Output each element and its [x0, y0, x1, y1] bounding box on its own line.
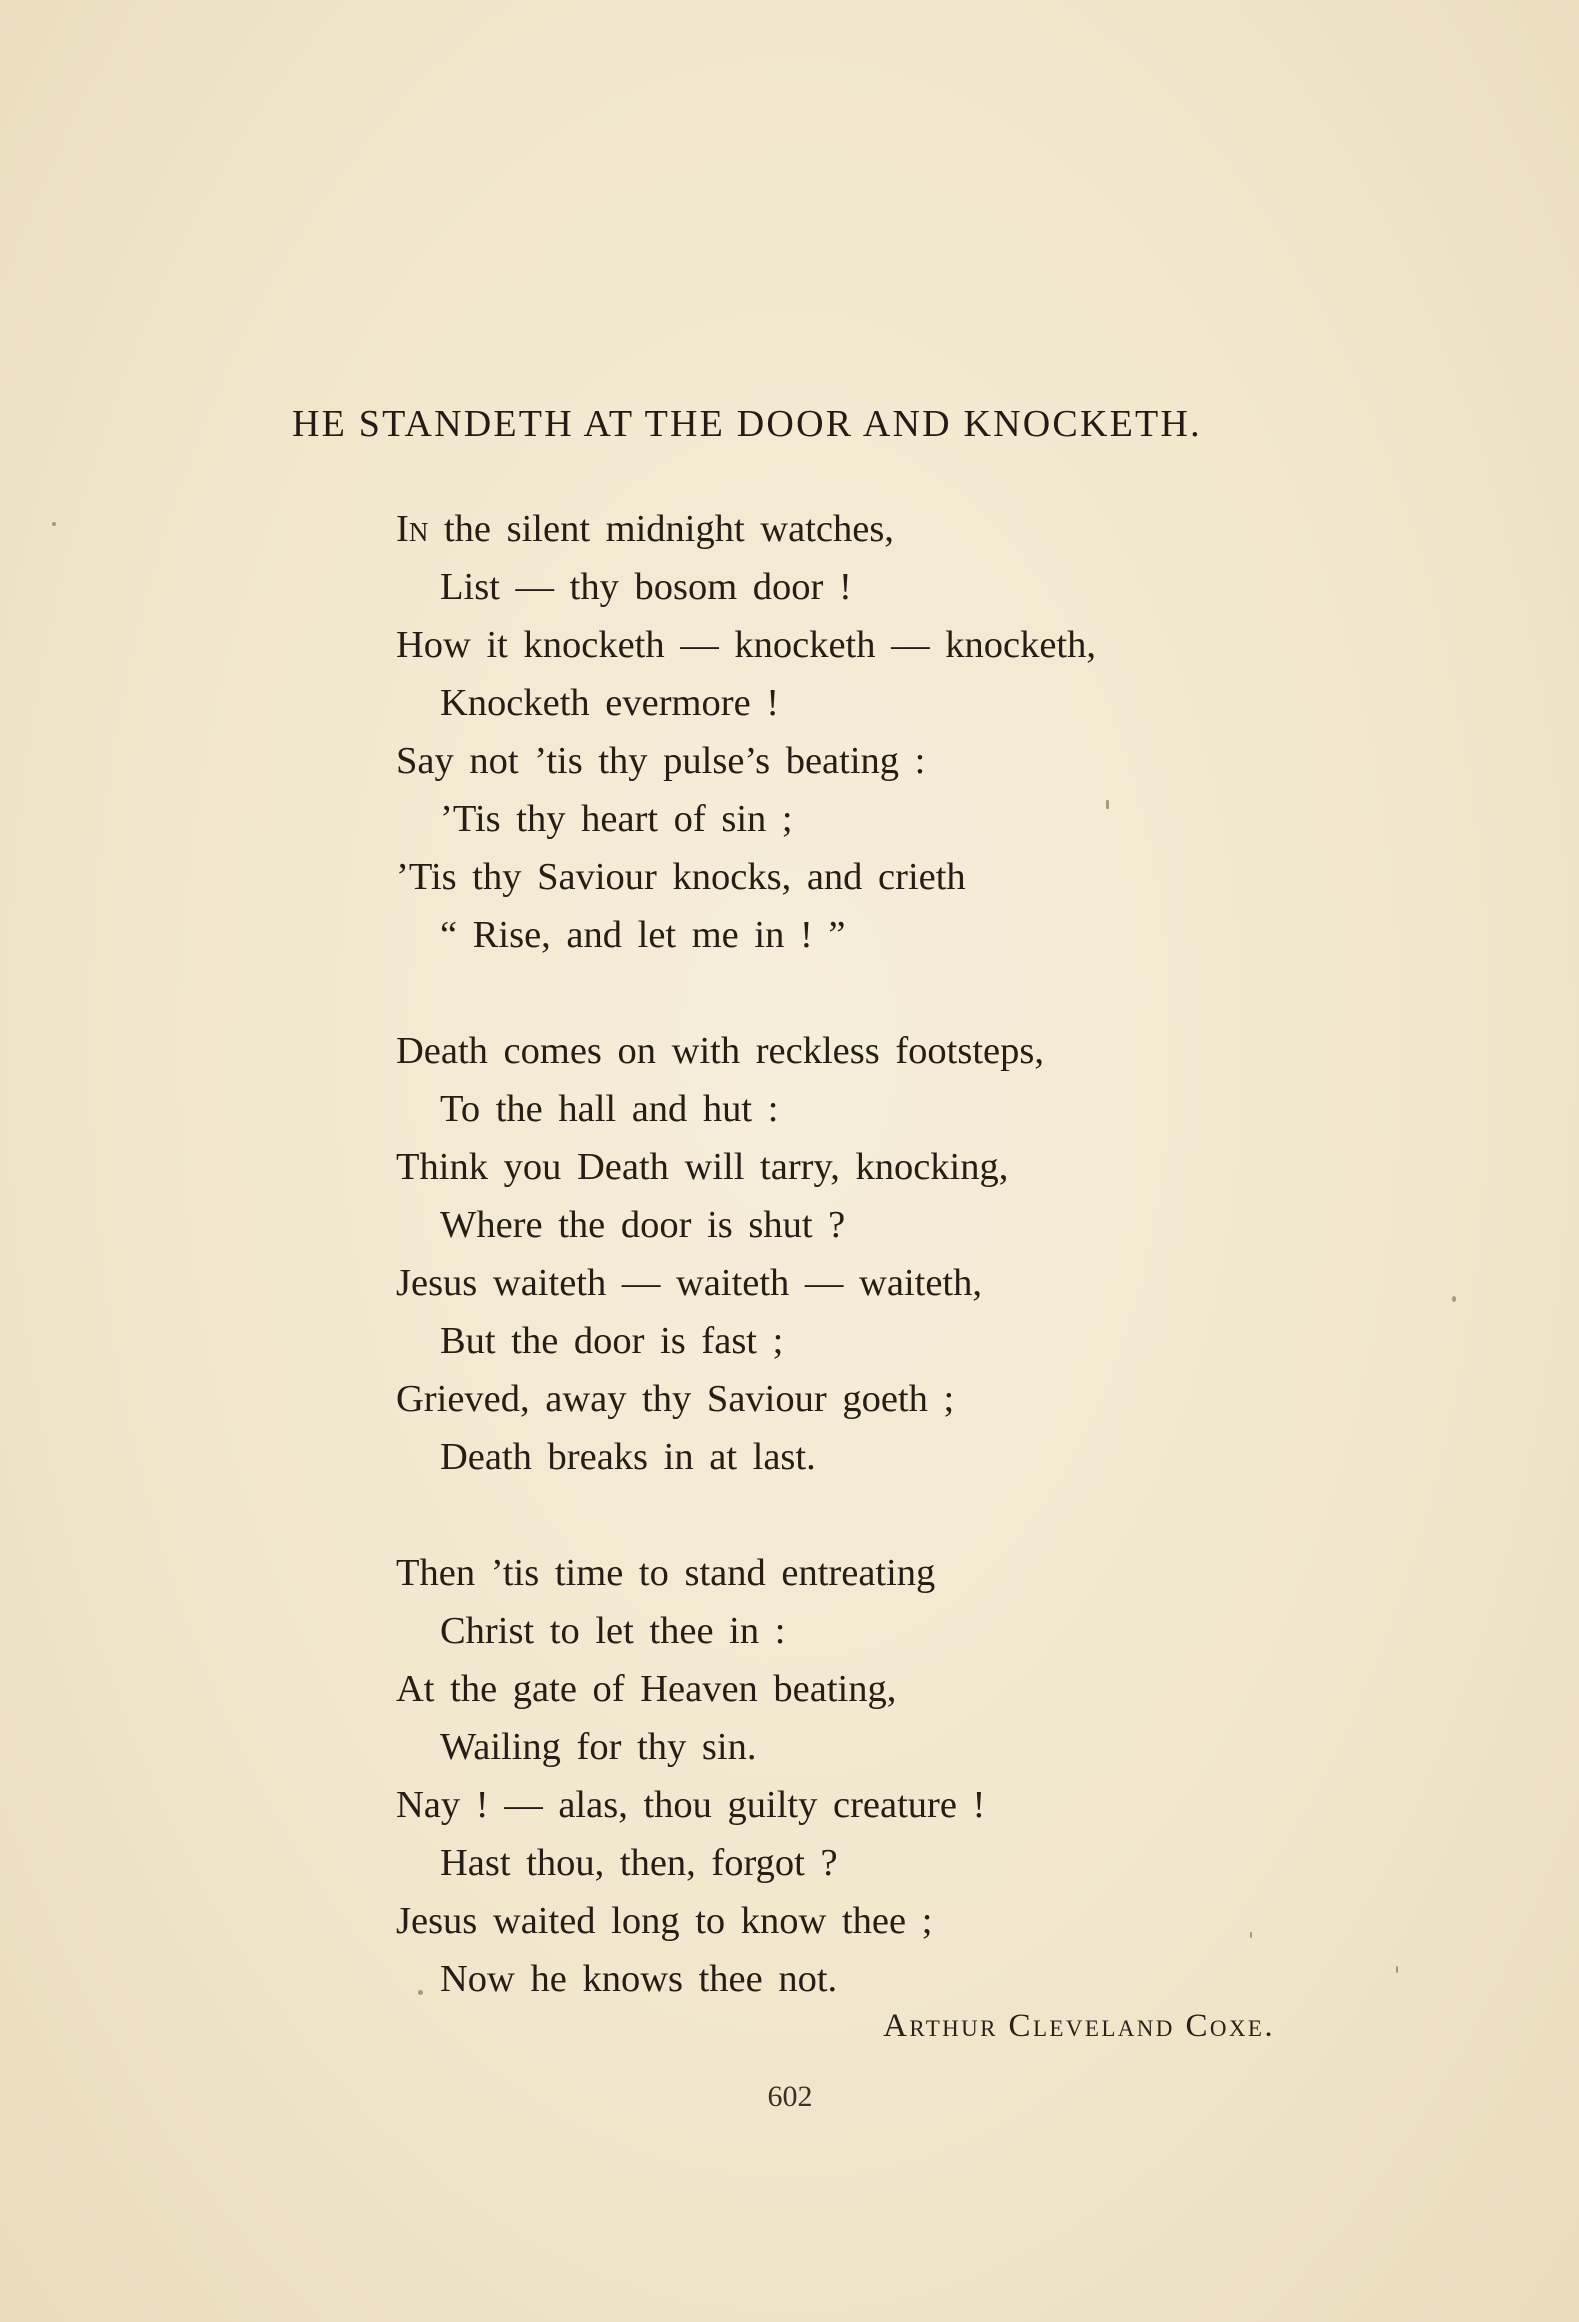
poem-line: “ Rise, and let me in ! ”: [440, 914, 846, 956]
poem-line: List — thy bosom door !: [440, 566, 852, 608]
poem-line: Death comes on with reckless footsteps,: [396, 1030, 1044, 1072]
poem-line: Think you Death will tarry, knocking,: [396, 1146, 1009, 1188]
stanza-1: [396, 500, 1296, 964]
poem-line: Knocketh evermore !: [440, 682, 780, 724]
poem-line: Where the door is shut ?: [440, 1204, 846, 1246]
paper-speck: [1106, 800, 1109, 809]
poem-body: [396, 500, 1296, 2008]
poem-line: Grieved, away thy Saviour goeth ;: [396, 1378, 955, 1420]
poem-line: Jesus waited long to know thee ;: [396, 1900, 933, 1942]
poem-line: Then ’tis time to stand entreating: [396, 1552, 936, 1594]
drop-word: In: [396, 508, 429, 550]
poem-line: Say not ’tis thy pulse’s beating :: [396, 740, 926, 782]
poem-line: Hast thou, then, forgot ?: [440, 1842, 838, 1884]
poem-line: To the hall and hut :: [440, 1088, 779, 1130]
paper-speck: [1396, 1966, 1398, 1973]
poem-line: Death breaks in at last.: [440, 1436, 816, 1478]
paper-speck: [1250, 1932, 1252, 1938]
author-credit: Arthur Cleveland Coxe.: [883, 2008, 1275, 2044]
poem-line: ’Tis thy heart of sin ;: [440, 798, 793, 840]
poem-line: Wailing for thy sin.: [440, 1726, 757, 1768]
paper-speck: [1452, 1296, 1456, 1302]
poem-line: ’Tis thy Saviour knocks, and crieth: [396, 856, 966, 898]
poem-title: HE STANDETH AT THE DOOR AND KNOCKETH.: [292, 403, 1202, 445]
poem-line: Nay ! — alas, thou guilty creature !: [396, 1784, 986, 1826]
stanza-2: [396, 1022, 1296, 1486]
poem-line: [396, 500, 1296, 558]
page-number: 602: [767, 2080, 813, 2113]
poem-line: How it knocketh — knocketh — knocketh,: [396, 624, 1096, 666]
stanza-3: [396, 1544, 1296, 2008]
poem-line: Now he knows thee not.: [440, 1958, 838, 2000]
poem-line: But the door is fast ;: [440, 1320, 784, 1362]
line-text: the silent midnight watches,: [428, 508, 894, 550]
poem-line: Christ to let thee in :: [440, 1610, 786, 1652]
poem-line: At the gate of Heaven beating,: [396, 1668, 897, 1710]
paper-speck: [418, 1990, 423, 1995]
paper-speck: [52, 522, 56, 526]
poem-line: Jesus waiteth — waiteth — waiteth,: [396, 1262, 982, 1304]
